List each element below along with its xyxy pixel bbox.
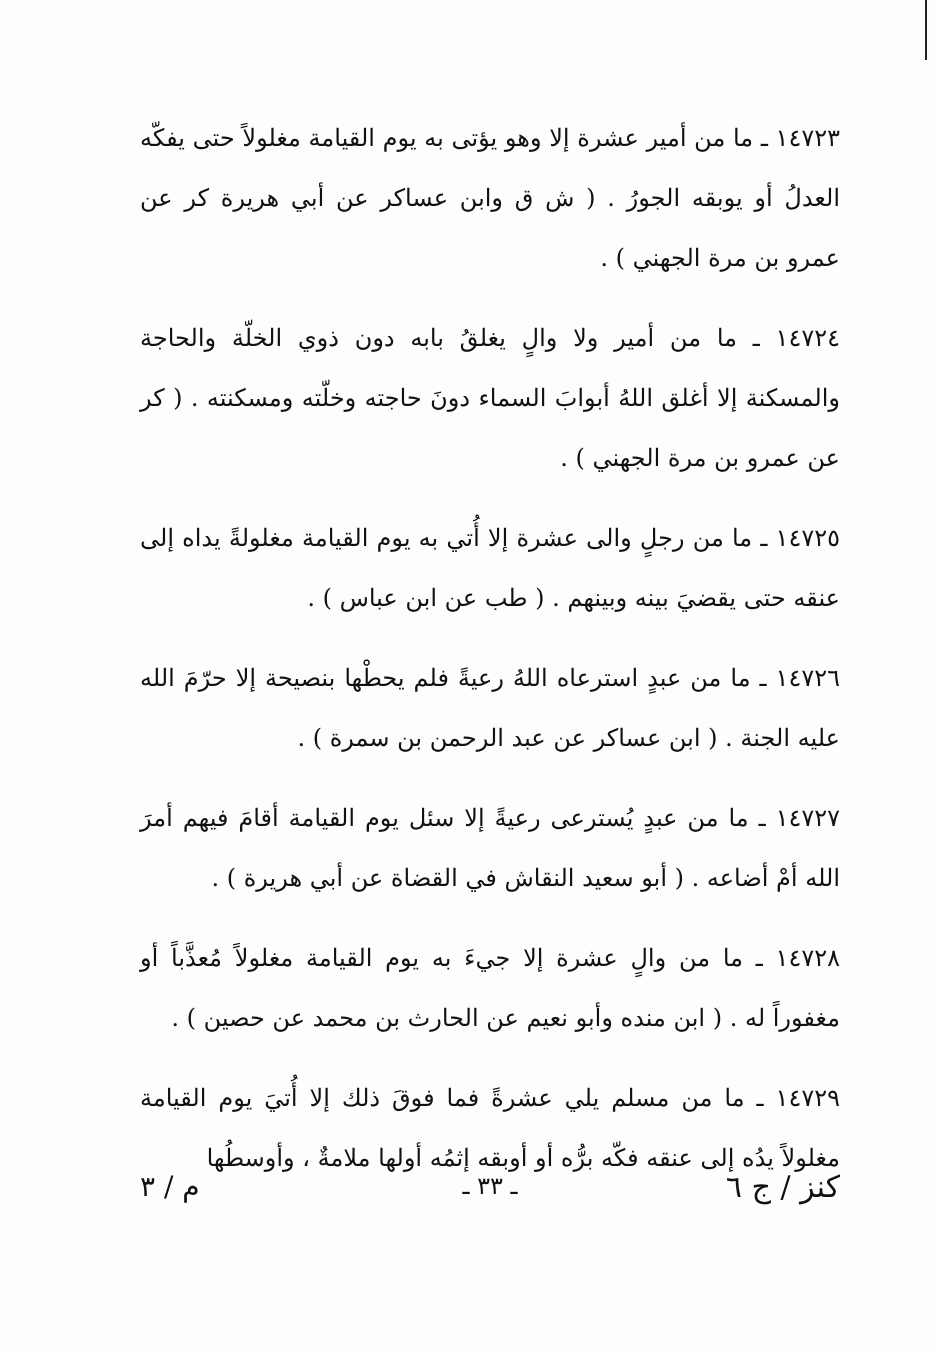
page-number: ـ ٣٣ ـ [462,1172,518,1200]
hadith-entries [140,108,840,1208]
hadith-text: ١٤٧٢٣ ـ ما من أمير عشرة إلا وهو يؤتى به يوم القيامة مغلولاً حتى يفكّه العدلُ أو يوبقه الجورُ . ( ش ق وابن عساكر عن أبي هريرة كر عن عمرو بن مرة الجهني ) . [140,124,840,272]
hadith-text: ١٤٧٢٥ ـ ما من رجلٍ والى عشرة إلا أُتي به يوم القيامة مغلولةً يداه إلى عنقه حتى يقضيَ بينه وبينهم . ( طب عن ابن عباس ) . [140,524,840,612]
hadith-entry-14724 [140,308,840,488]
hadith-entry-14727 [140,788,840,908]
hadith-text: ١٤٧٢٦ ـ ما من عبدٍ استرعاه اللهُ رعيةً فلم يحطْها بنصيحة إلا حرّمَ الله عليه الجنة . ( ابن عساكر عن عبد الرحمن بن سمرة ) . [140,664,840,752]
hadith-text: ١٤٧٢٤ ـ ما من أمير ولا والٍ يغلقُ بابه دون ذوي الخلّة والحاجة والمسكنة إلا أغلق اللهُ أبوابَ السماء دونَ حاجته وخلّته ومسكنته . ( كر عن عمرو بن مرة الجهني ) . [140,324,840,472]
page-edge-line [925,0,927,60]
signature-volume: كنز / ج ٦ [725,1170,840,1205]
hadith-entry-14723 [140,108,840,288]
hadith-entry-14728 [140,928,840,1048]
page-footer [140,1170,840,1218]
signature-mark: م / ٣ [140,1170,200,1203]
hadith-entry-14726 [140,648,840,768]
hadith-text: ١٤٧٢٩ ـ ما من مسلم يلي عشرةً فما فوقَ ذلك إلا أُتيَ يوم القيامة مغلولاً يدُه إلى عنقه فكّه برُّه أو أوبقه إثمُه أولها ملامةٌ ، وأوسطُها [140,1084,840,1172]
hadith-text: ١٤٧٢٨ ـ ما من والٍ عشرة إلا جيءَ به يوم القيامة مغلولاً مُعذَّباً أو مغفوراً له . ( ابن منده وأبو نعيم عن الحارث بن محمد عن حصين ) . [140,944,840,1032]
hadith-entry-14725 [140,508,840,628]
hadith-text: ١٤٧٢٧ ـ ما من عبدٍ يُسترعى رعيةً إلا سئل يوم القيامة أقامَ فيهم أمرَ الله أمْ أضاعه . ( أبو سعيد النقاش في القضاة عن أبي هريرة ) . [140,804,841,892]
